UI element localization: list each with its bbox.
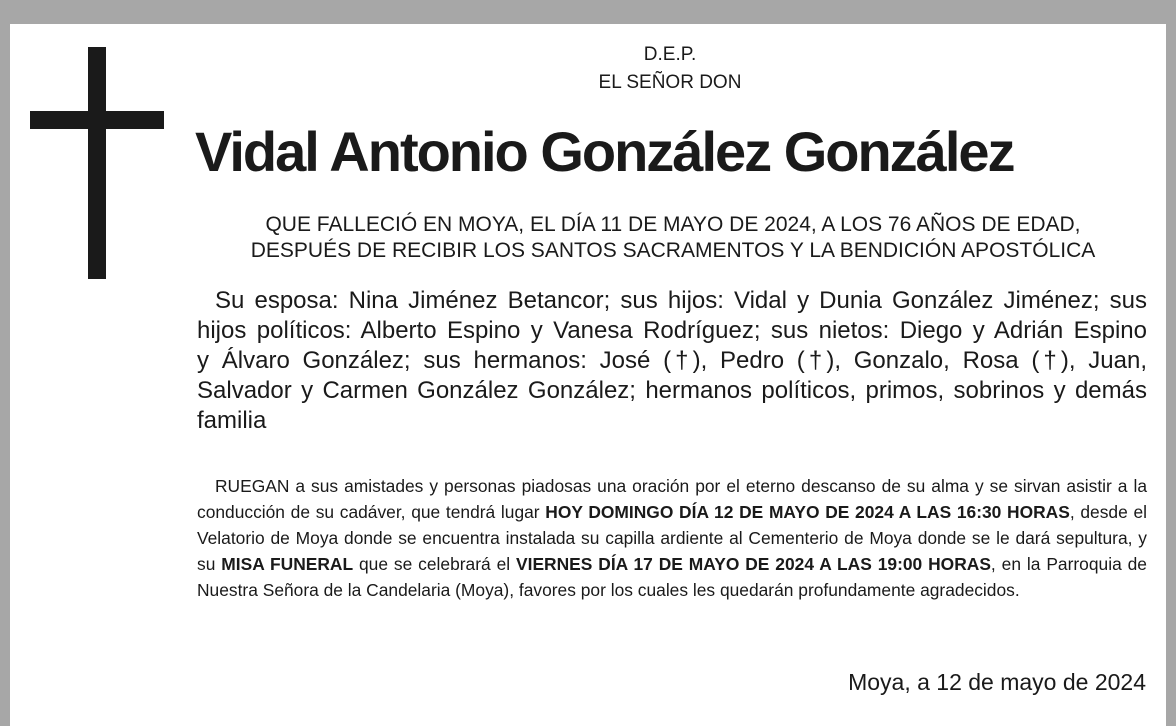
family-text: Su esposa: Nina Jiménez Betancor; sus hijos: Vidal y Dunia González Jiménez; sus hijos políticos: Alberto Espino y Vanesa Rodríguez; sus nietos: Diego y Adrián Espino y Álvaro González; sus hermanos: José (†), Pedro (†), Gonzalo, Rosa (†), Juan, Salvador y Carmen González González; hermanos políticos, primos, sobrinos y demás familia: [197, 287, 1147, 434]
request-text-4: , en la Parroquia de Nuestra Señora de la Candelaria (Moya), favores por los cuales les quedarán profundamente agradecidos.: [197, 554, 1147, 600]
request-paragraph: [197, 473, 1147, 603]
funeral-mass-label: MISA FUNERAL: [221, 554, 354, 574]
burial-datetime: HOY DOMINGO DÍA 12 DE MAYO DE 2024 A LAS 16:30 HORAS: [545, 502, 1070, 522]
death-notice: [190, 212, 1156, 264]
request-text-1: RUEGAN a sus amistades y personas piadosas una oración por el eterno descanso de su alma y se sirvan asistir a la conducción de su cadáver, que tendrá lugar: [197, 476, 1147, 522]
deceased-name: Vidal Antonio González González: [195, 120, 1014, 183]
cross-vertical-bar: [88, 47, 106, 279]
request-text-2: , desde el Velatorio de Moya donde se encuentra instalada su capilla ardiente al Cementerio de Moya donde se le dará sepultura, y su: [197, 502, 1147, 574]
death-notice-line-1: QUE FALLECIÓ EN MOYA, EL DÍA 11 DE MAYO DE 2024, A LOS 76 AÑOS DE EDAD,: [265, 213, 1081, 236]
mass-datetime: VIERNES DÍA 17 DE MAYO DE 2024 A LAS 19:00 HORAS: [516, 554, 991, 574]
cross-horizontal-bar: [30, 111, 164, 129]
honorific-label: EL SEÑOR DON: [598, 72, 742, 93]
request-text-3: que se celebrará el: [353, 554, 517, 574]
dep-label: D.E.P.: [643, 44, 697, 65]
family-paragraph: [197, 286, 1147, 436]
death-notice-line-2: DESPUÉS DE RECIBIR LOS SANTOS SACRAMENTOS Y LA BENDICIÓN APOSTÓLICA: [250, 239, 1096, 262]
dateline: Moya, a 12 de mayo de 2024: [848, 669, 1146, 695]
